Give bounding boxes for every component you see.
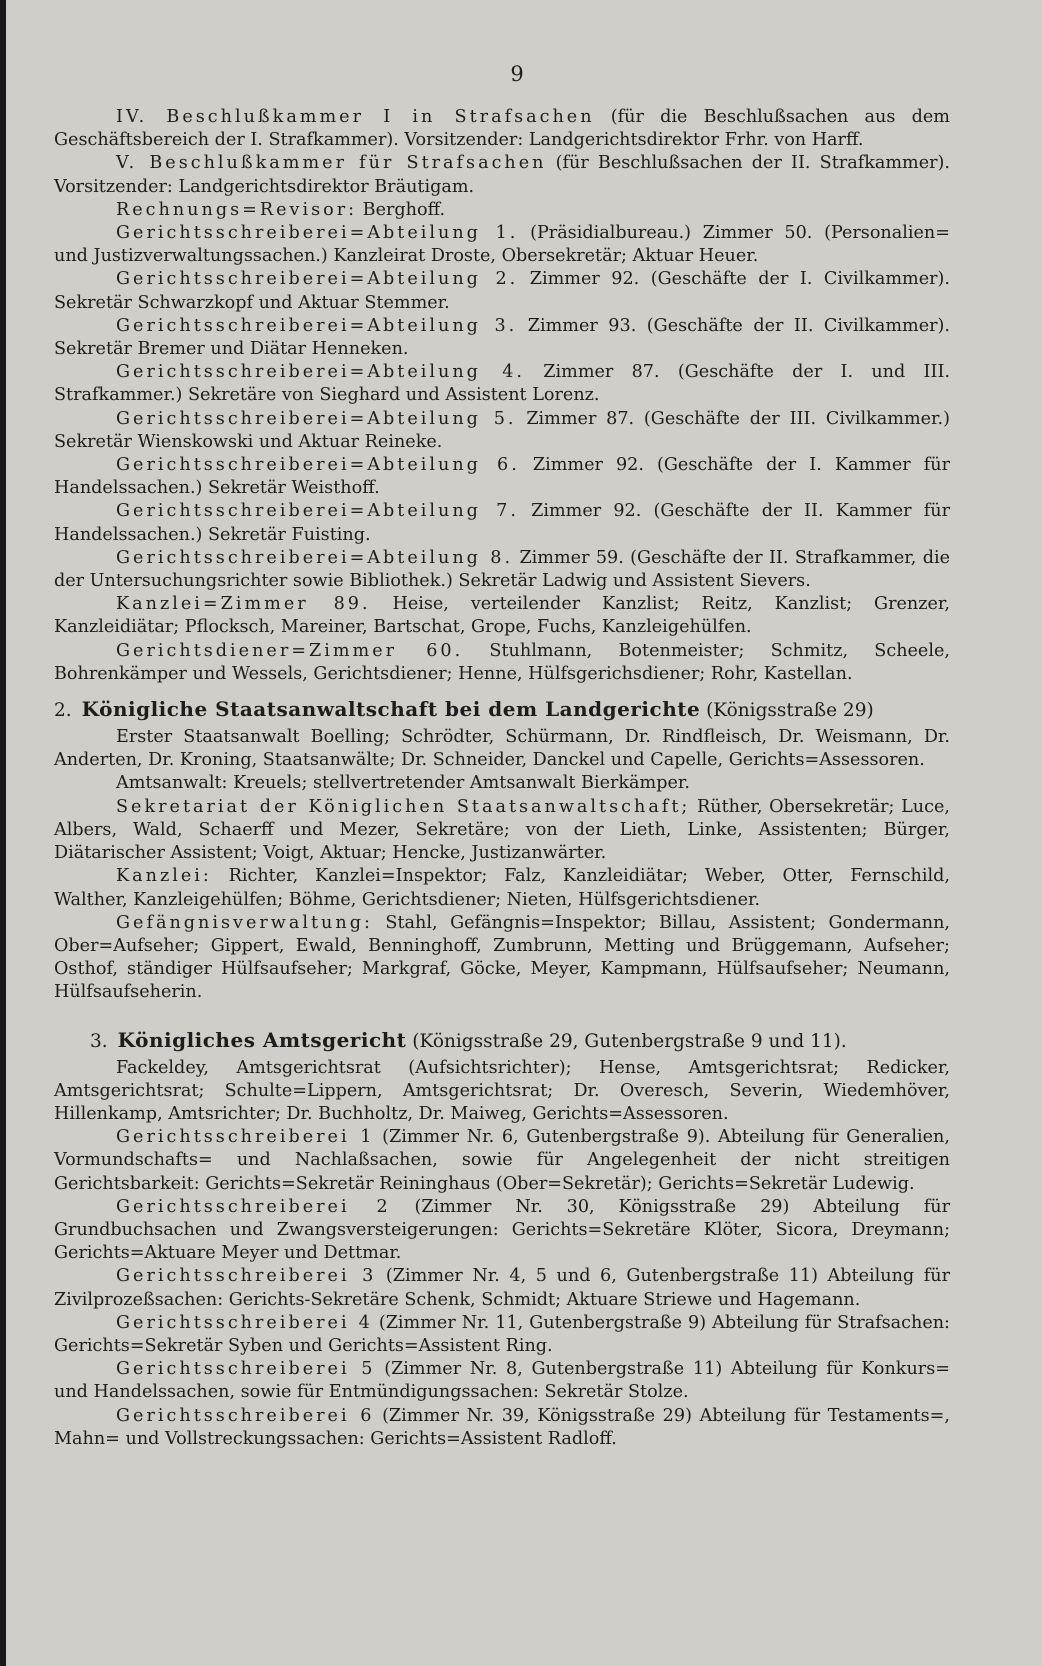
paragraph-lead: Gefängnisverwaltung:	[116, 912, 373, 933]
paragraph-lead: Gerichtsschreiberei=Abteilung 2.	[116, 269, 519, 290]
paragraph-text: (Zimmer Nr. 11, Gutenbergstraße 9) Abteilung für Strafsachen: Gerichts=Sekretär Syben und Gerichts=Assistent Ring.	[54, 1312, 950, 1356]
section-number: 2.	[54, 700, 72, 722]
paragraph-lead: Gerichtsschreiberei=Abteilung 3.	[116, 315, 518, 336]
paragraph-text: Amtsanwalt: Kreuels; stellvertretender Amtsanwalt Bierkämper.	[116, 773, 690, 794]
section-heading	[54, 696, 950, 724]
paragraph-text: (Zimmer Nr. 4, 5 und 6, Gutenbergstraße 11) Abteilung für Zivilprozeßsachen: Gerichts-Sekretäre Schenk, Schmidt; Aktuare Striewe und Hagemann.	[54, 1266, 950, 1310]
paragraph	[54, 726, 950, 772]
paragraph	[54, 500, 950, 546]
paragraph-text: Richter, Kanzlei=Inspektor; Falz, Kanzleidiätar; Weber, Otter, Fernschild, Walther, Kanzleigehülfen; Böhme, Gerichtsdiener; Nieten, Hülfsgerichtsdiener.	[54, 866, 950, 910]
paragraph-text: (Zimmer Nr. 8, Gutenbergstraße 11) Abteilung für Konkurs= und Handelssachen, sowie für Entmündigungssachen: Sekretär Stolze.	[54, 1359, 950, 1403]
paragraph-lead: Gerichtsschreiberei=Abteilung 6.	[116, 455, 520, 476]
paragraph	[54, 1358, 950, 1404]
section-heading	[54, 1027, 950, 1055]
paragraph	[54, 593, 950, 639]
paragraph-text: Zimmer 92. (Geschäfte der II. Kammer für Handelssachen.) Sekretär Fuisting.	[54, 501, 950, 545]
paragraph-lead: Gerichtsschreiberei=Abteilung 5.	[116, 408, 517, 429]
paragraph-text: Zimmer 93. (Geschäfte der II. Civilkammer). Sekretär Bremer und Diätar Henneken.	[54, 315, 950, 360]
paragraph-lead: Gerichtsschreiberei 6	[116, 1405, 375, 1426]
court-offices-list	[54, 106, 950, 686]
paragraph	[54, 408, 950, 454]
paragraph	[54, 912, 950, 1005]
paragraph	[54, 315, 950, 361]
section-address: (Königsstraße 29, Gutenbergstraße 9 und 11).	[406, 1030, 847, 1052]
paragraph-lead: Kanzlei=Zimmer 89.	[116, 594, 371, 615]
paragraph	[54, 1312, 950, 1358]
paragraph	[54, 106, 950, 152]
paragraph-text: Zimmer 92. (Geschäfte der I. Kammer für Handelssachen.) Sekretär Weisthoff.	[54, 455, 950, 499]
paragraph-text: Zimmer 87. (Geschäfte der III. Civilkammer.) Sekretär Wienskowski und Aktuar Reineke.	[54, 408, 950, 452]
paragraph	[54, 1196, 950, 1266]
paragraph-text: Erster Staatsanwalt Boelling; Schrödter, Schürmann, Dr. Rindfleisch, Dr. Weismann, Dr. Anderten, Dr. Kroning, Staatsanwälte; Dr. Schneider, Danckel und Capelle, Gerichts=Assessoren.	[54, 727, 950, 771]
paragraph	[54, 772, 950, 795]
paragraph-text: (Zimmer Nr. 39, Königsstraße 29) Abteilung für Testaments=, Mahn= und Vollstreckungssachen: Gerichts=Assistent Radloff.	[54, 1405, 950, 1449]
paragraph	[54, 361, 950, 407]
paragraph	[54, 1405, 950, 1451]
paragraph	[54, 268, 950, 314]
section-staatsanwaltschaft	[54, 696, 950, 1004]
paragraph-text: Stuhlmann, Botenmeister; Schmitz, Scheele, Bohrenkämper und Wessels, Gerichtsdiener; Henne, Hülfsgerichsdiener; Rohr, Kastellan.	[54, 640, 950, 684]
paragraph-lead: Gerichtsschreiberei 4	[116, 1312, 373, 1333]
paragraph-text: Zimmer 87. (Geschäfte der I. und III. Strafkammer.) Sekretäre von Sieghard und Assistent Lorenz.	[54, 362, 950, 406]
paragraph-text: Heise, verteilender Kanzlist; Reitz, Kanzlist; Grenzer, Kanzleidiätar; Pflocksch, Mareiner, Bartschat, Grope, Fuchs, Kanzleigehülfen.	[54, 594, 950, 638]
paragraph	[54, 1265, 950, 1311]
paragraph-text: (Zimmer Nr. 30, Königsstraße 29) Abteilung für Grundbuchsachen und Zwangsversteigerungen: Gerichts=Sekretäre Klöter, Sicora, Dreymann; Gerichts=Aktuare Meyer und Dettmar.	[54, 1196, 950, 1264]
paragraph-lead: Kanzlei:	[116, 866, 212, 887]
section-title: Königliche Staatsanwaltschaft bei dem Landgerichte	[81, 697, 701, 722]
paragraph	[54, 1126, 950, 1196]
paragraph	[54, 152, 950, 198]
paragraph-text: (Präsidialbureau.) Zimmer 50. (Personalien= und Justizverwaltungssachen.) Kanzleirat Droste, Obersekretär; Aktuar Heuer.	[54, 223, 950, 267]
paragraph-text: Fackeldey, Amtsgerichtsrat (Aufsichtsrichter); Hense, Amtsgerichtsrat; Redicker, Amtsgerichtsrat; Schulte=Lippern, Amtsgerichtsrat; Dr. Overesch, Severin, Wiedemhöver, Hillenkamp, Amtsrichter; Dr. Buchholtz, Dr. Maiweg, Gerichts=Assessoren.	[54, 1057, 950, 1124]
paragraph-text: Rüther, Obersekretär; Luce, Albers, Wald, Schaerff und Mezer, Sekretäre; von der Lieth, Linke, Assistenten; Bürger, Diätarischer Assistent; Voigt, Aktuar; Hencke, Justizanwärter.	[54, 796, 950, 864]
paragraph-lead: Gerichtsschreiberei 1	[116, 1127, 375, 1148]
paragraph-text: (Zimmer Nr. 6, Gutenbergstraße 9). Abteilung für Generalien, Vormundschafts= und Nachlaßsachen, sowie für Angelegenheit der nicht streitigen Gerichtsbarkeit: Gerichts=Sekretär Reininghaus (Ober=Sekretär); Gerichts=Sekretär Ludewig.	[54, 1127, 950, 1194]
paragraph	[54, 547, 950, 593]
section-number: 3.	[90, 1030, 108, 1052]
paragraph-lead: Gerichtsschreiberei 2	[116, 1196, 391, 1217]
paragraph-lead: Gerichtsschreiberei=Abteilung 4.	[116, 362, 526, 383]
paragraph-lead: Gerichtsschreiberei=Abteilung 8.	[116, 547, 514, 568]
paragraph-lead: Gerichtsschreiberei 5	[116, 1359, 376, 1380]
paragraph	[54, 1057, 950, 1127]
paragraph-lead: Gerichtsdiener=Zimmer 60.	[116, 640, 464, 661]
paragraph-text: Stahl, Gefängnis=Inspektor; Billau, Assistent; Gondermann, Ober=Aufseher; Gippert, Ewald, Benninghoff, Zumbrunn, Metting und Brüggemann, Aufseher; Osthof, ständiger Hülfsaufseher; Markgraf, Göcke, Meyer, Kampmann, Hülfsaufseher; Neumann, Hülfsaufseherin.	[54, 912, 950, 1003]
paragraph	[54, 454, 950, 500]
paragraph-lead: IV. Beschlußkammer I in Strafsachen	[116, 107, 595, 127]
section-title: Königliches Amtsgericht	[117, 1027, 407, 1052]
paragraph-lead: Sekretariat der Königlichen Staatsanwaltschaft;	[116, 796, 691, 817]
paragraph-text: (für die Beschlußsachen aus dem Geschäftsbereich der I. Strafkammer). Vorsitzender: Landgerichtsdirektor Frhr. von Harff.	[54, 107, 950, 151]
paragraph	[54, 796, 950, 866]
paragraph	[54, 640, 950, 686]
page-number: 9	[510, 62, 524, 86]
paragraph-text: (für Beschlußsachen der II. Strafkammer). Vorsitzender: Landgerichtsdirektor Bräutigam.	[54, 153, 950, 197]
paragraph-text: Zimmer 59. (Geschäfte der II. Strafkammer, die der Untersuchungsrichter sowie Bibliothek.) Sekretär Ladwig und Assistent Sievers.	[54, 547, 951, 592]
paragraph-text: Berghoff.	[357, 199, 446, 220]
paragraph	[54, 865, 950, 911]
paragraph-text: Zimmer 92. (Geschäfte der I. Civilkammer). Sekretär Schwarzkopf und Aktuar Stemmer.	[54, 269, 950, 313]
paragraph-lead: Gerichtsschreiberei=Abteilung 1.	[116, 223, 519, 244]
paragraph-lead: Gerichtsschreiberei=Abteilung 7.	[116, 501, 519, 522]
section-amtsgericht	[54, 1027, 950, 1451]
paragraph-lead: Gerichtsschreiberei 3	[116, 1266, 377, 1287]
section-address: (Königsstraße 29)	[700, 700, 874, 722]
paragraph-lead: Rechnungs=Revisor:	[116, 199, 358, 220]
paragraph	[54, 199, 950, 222]
paragraph-lead: V. Beschlußkammer für Strafsachen	[116, 153, 547, 174]
paragraph	[54, 222, 950, 268]
section-gap	[54, 1005, 950, 1017]
